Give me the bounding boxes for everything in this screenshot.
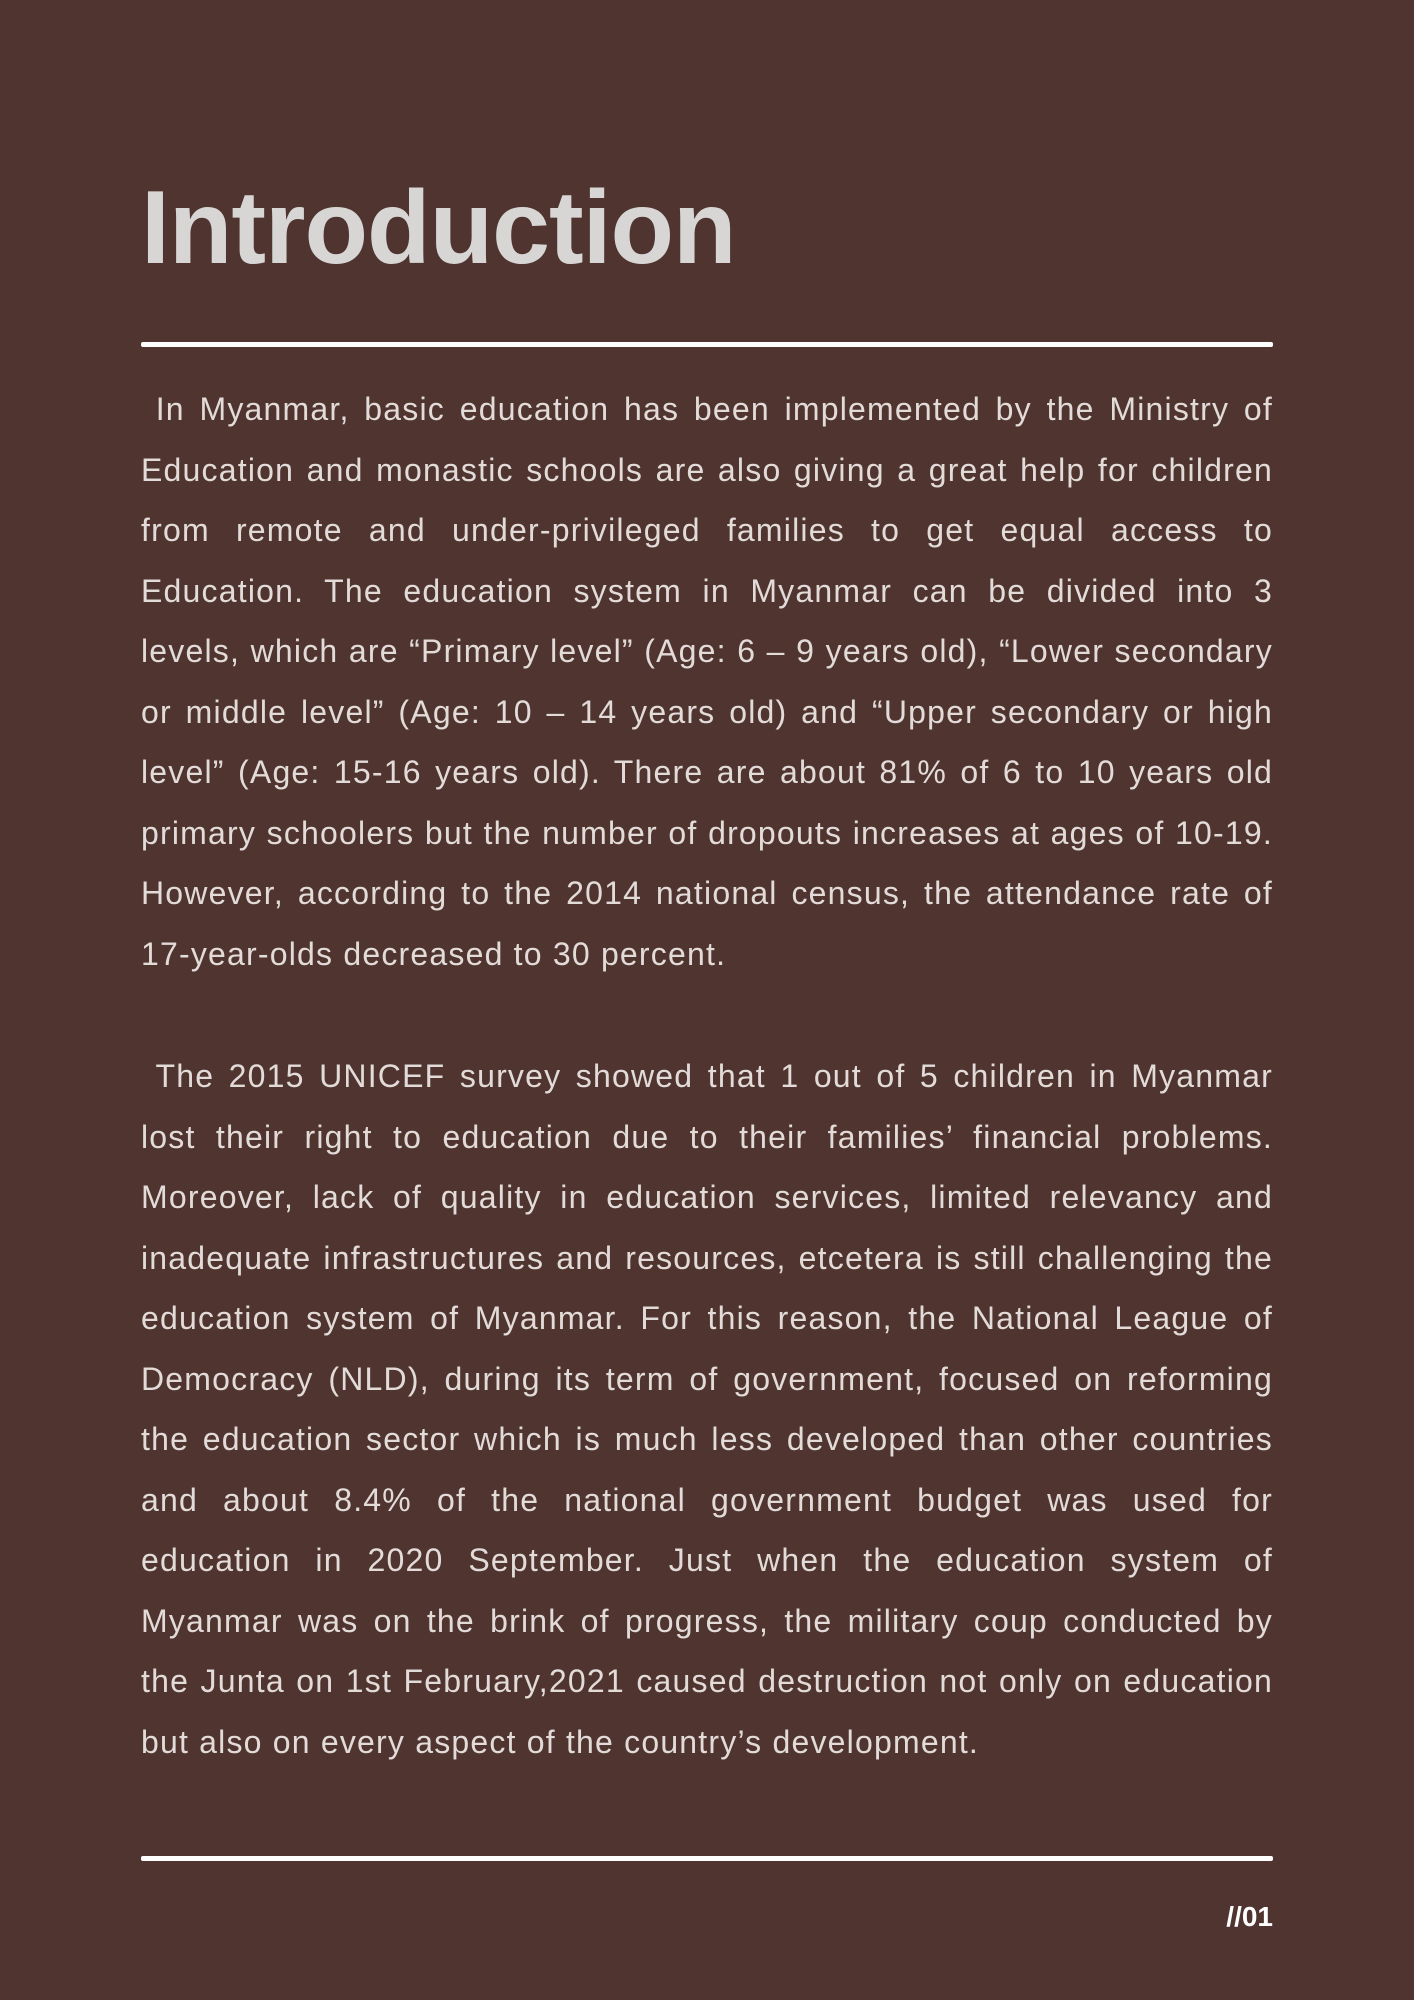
- page-title: Introduction: [141, 170, 736, 286]
- document-page: [141, 0, 1273, 2000]
- top-divider: [141, 342, 1273, 347]
- page-number: //01: [1226, 1901, 1273, 1932]
- body-paragraph-1: In Myanmar, basic education has been implemented by the Ministry of Education and monastic schools are also giving a great help for children from remote and under-privileged families to get equal access to Education. The education system in Myanmar can be divided into 3 levels, which are “Primary level” (Age: 6 – 9 years old), “Lower secondary or middle level” (Age: 10 – 14 years old) and “Upper secondary or high level” (Age: 15-16 years old). There are about 81% of 6 to 10 years old primary schoolers but the number of dropouts increases at ages of 10-19. However, according to the 2014 national census, the attendance rate of 17-year-olds decreased to 30 percent.: [141, 391, 1273, 972]
- body-paragraph-2: The 2015 UNICEF survey showed that 1 out of 5 children in Myanmar lost their right to education due to their families’ financial problems. Moreover, lack of quality in education services, limited relevancy and inadequate infrastructures and resources, etcetera is still challenging the education system of Myanmar. For this reason, the National League of Democracy (NLD), during its term of government, focused on reforming the education sector which is much less developed than other countries and about 8.4% of the national government budget was used for education in 2020 September. Just when the education system of Myanmar was on the brink of progress, the military coup conducted by the Junta on 1st February,2021 caused destruction not only on education but also on every aspect of the country’s development.: [141, 1058, 1273, 1760]
- bottom-divider: [141, 1856, 1273, 1861]
